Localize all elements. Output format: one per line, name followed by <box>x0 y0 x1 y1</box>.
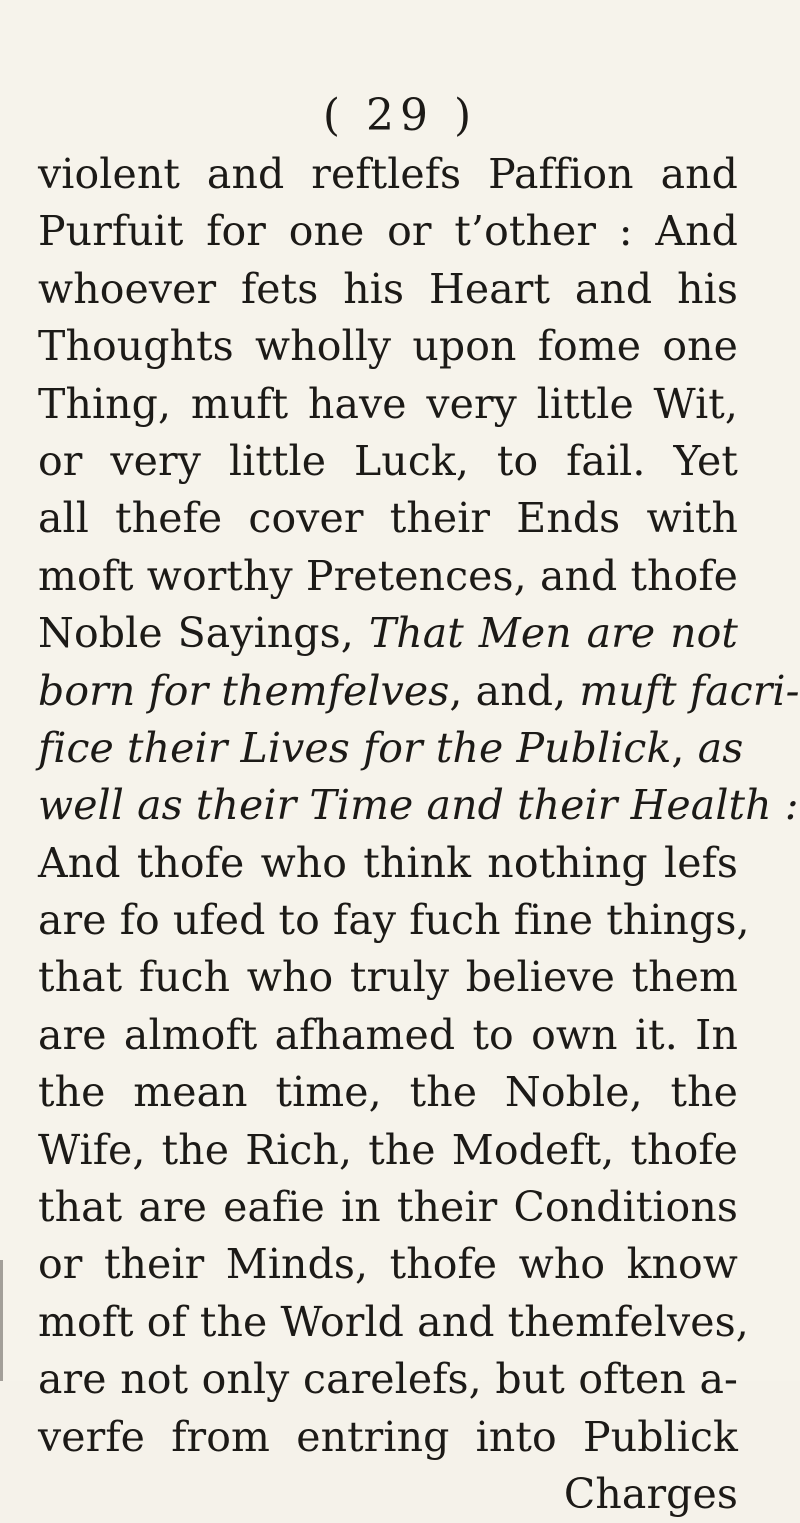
text-line <box>38 548 738 605</box>
text-line <box>38 1064 738 1121</box>
text-line <box>38 376 738 433</box>
italic-text-segment: well as their Time and their Health : <box>38 781 799 830</box>
page-edge-shadow <box>0 1260 3 1381</box>
text-segment: that are eafie in their Conditions <box>38 1183 738 1232</box>
text-segment: or their Minds, thofe who know <box>38 1240 738 1289</box>
text-line <box>38 663 800 720</box>
text-segment: , and, <box>449 666 580 715</box>
text-segment: are almoft afhamed to own it. In <box>38 1010 738 1059</box>
text-line <box>38 949 738 1006</box>
text-line <box>38 1409 738 1466</box>
text-segment: Noble Sayings, <box>38 609 369 658</box>
text-line <box>38 1236 738 1293</box>
text-segment: verfe from entring into Publick <box>38 1412 738 1461</box>
text-segment: are fo ufed to fay fuch fine things, <box>38 896 750 945</box>
text-line <box>38 1122 738 1179</box>
text-line <box>38 318 738 375</box>
text-line <box>38 261 738 318</box>
italic-text-segment: That Men are not <box>368 609 738 658</box>
text-segment: Thoughts wholly upon fome one <box>38 322 738 371</box>
text-line <box>38 433 738 490</box>
text-segment: And thofe who think nothing lefs <box>38 838 738 887</box>
text-segment: Thing, muft have very little Wit, <box>38 379 738 428</box>
text-segment: or very little Luck, to fail. Yet <box>38 436 738 485</box>
text-line <box>38 146 738 203</box>
text-segment: are not only carelefs, but often a- <box>38 1355 738 1404</box>
text-segment: whoever fets his Heart and his <box>38 264 738 313</box>
body-text <box>38 146 800 1523</box>
text-segment: moft of the World and themfelves, <box>38 1297 749 1346</box>
text-line <box>38 835 738 892</box>
text-segment: moft worthy Pretences, and thofe <box>38 551 738 600</box>
text-line <box>38 720 744 777</box>
text-line <box>38 490 738 547</box>
text-segment: Wife, the Rich, the Modeft, thofe <box>38 1125 738 1174</box>
text-line <box>38 1007 738 1064</box>
text-segment: , <box>671 723 698 772</box>
text-line <box>38 1294 749 1351</box>
text-line <box>38 892 750 949</box>
text-segment: the mean time, the Noble, the <box>38 1068 738 1117</box>
text-segment: that fuch who truly believe them <box>38 953 738 1002</box>
italic-text-segment: fice their Lives for the Publick <box>38 723 672 772</box>
italic-text-segment: born for themfelves <box>38 666 450 715</box>
text-line <box>38 1179 738 1236</box>
text-segment: Charges <box>563 1469 738 1518</box>
text-line <box>38 203 738 260</box>
text-line <box>38 777 799 834</box>
italic-text-segment: muft facri- <box>579 666 800 715</box>
text-line <box>38 1466 738 1523</box>
text-line <box>38 605 738 662</box>
italic-text-segment: as <box>697 723 744 772</box>
text-segment: all thefe cover their Ends with <box>38 494 738 543</box>
text-line <box>38 1351 738 1408</box>
page-number: ( 29 ) <box>322 90 478 141</box>
text-segment: Purfuit for one or t’other : And <box>38 207 738 256</box>
text-segment: violent and reftlefs Paffion and <box>38 150 738 198</box>
